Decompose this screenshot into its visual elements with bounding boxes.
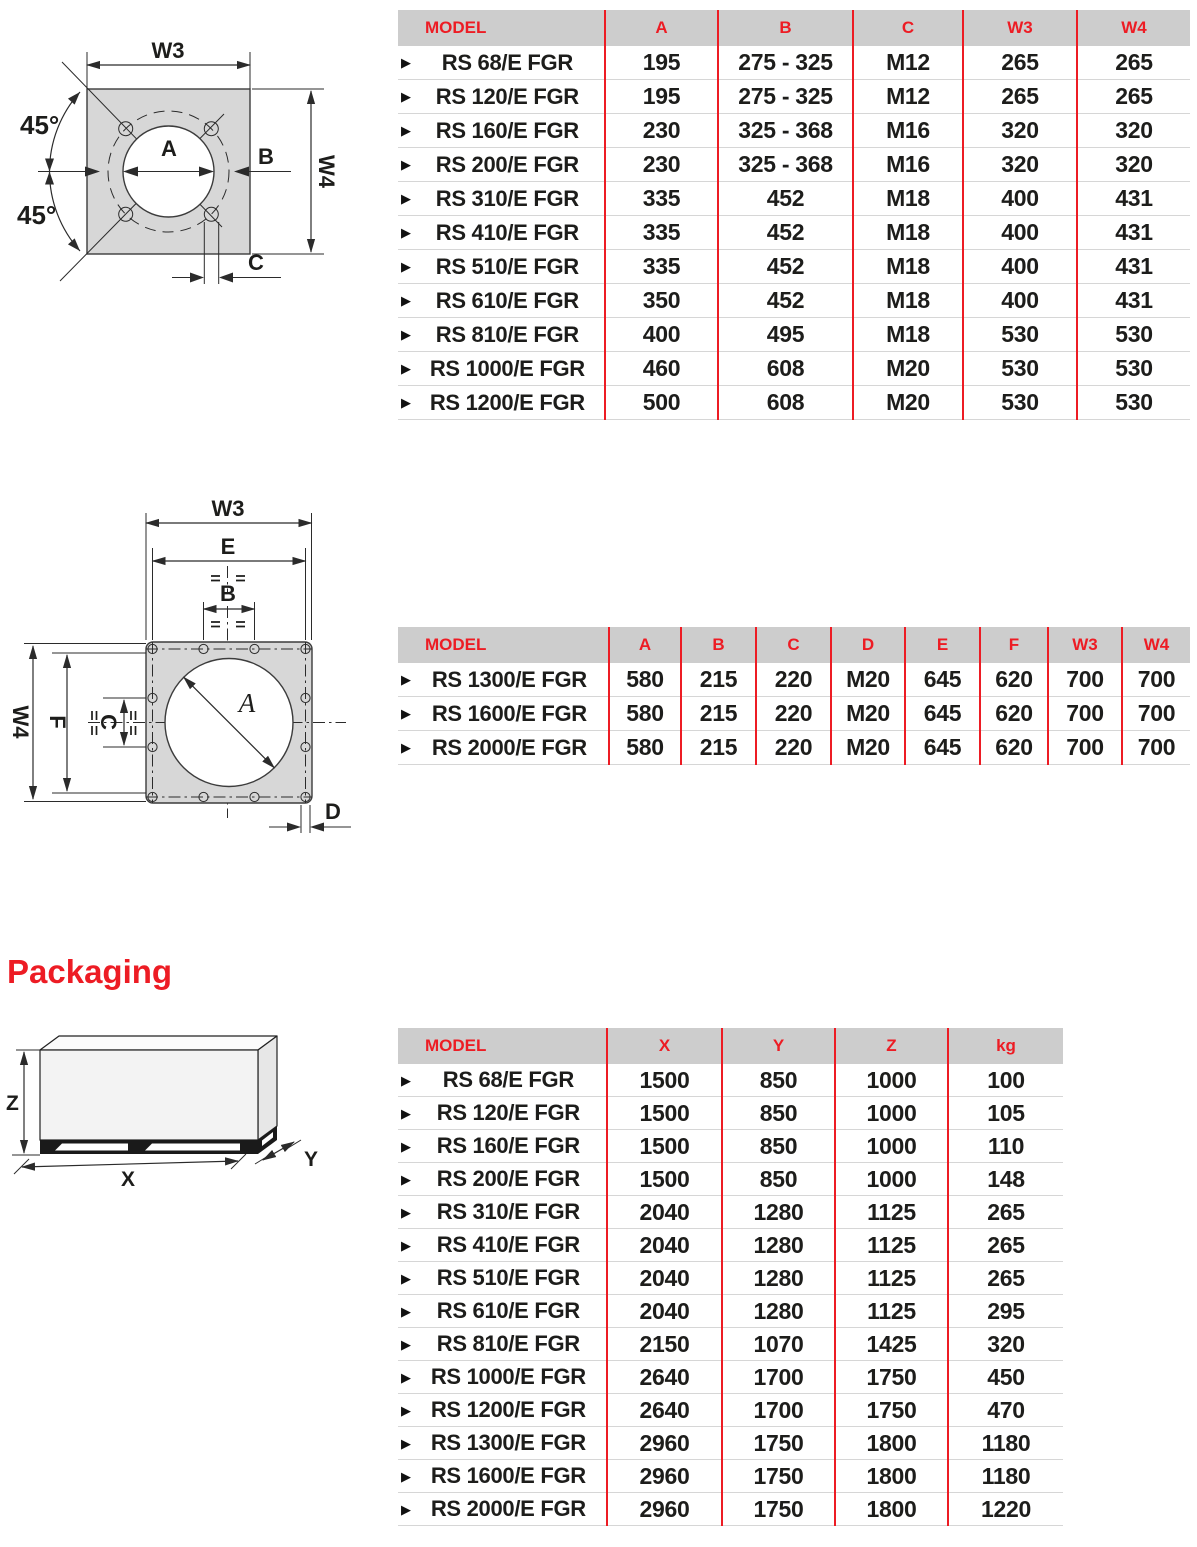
value-cell: 320 — [963, 114, 1077, 148]
model-name: RS 1200/E FGR — [429, 389, 585, 415]
value-cell: 230 — [605, 148, 718, 182]
table-row — [398, 1163, 1063, 1196]
model-name: RS 1000/E FGR — [429, 355, 585, 381]
value-cell: 2960 — [607, 1460, 722, 1493]
table-row — [398, 46, 1190, 80]
model-cell — [398, 1328, 607, 1361]
dim-label-w3: W3 — [211, 496, 245, 521]
value-cell: 431 — [1077, 250, 1190, 284]
column-header-b: B — [718, 10, 853, 46]
value-cell: 850 — [722, 1097, 835, 1130]
model-name: RS 1600/E FGR — [431, 700, 587, 726]
value-cell: 500 — [605, 386, 718, 420]
model-name: RS 810/E FGR — [435, 321, 579, 347]
dim-label-b: B — [220, 581, 236, 606]
model-name: RS 200/E FGR — [436, 1166, 580, 1191]
table-row — [398, 148, 1190, 182]
model-cell — [398, 1163, 607, 1196]
value-cell: M20 — [853, 352, 963, 386]
value-cell: 220 — [756, 697, 831, 731]
row-marker-icon: ▶ — [401, 740, 411, 755]
value-cell: 1000 — [835, 1097, 948, 1130]
table-row — [398, 1064, 1063, 1097]
value-cell: 645 — [905, 663, 980, 697]
value-cell: 320 — [948, 1328, 1063, 1361]
value-cell: 431 — [1077, 216, 1190, 250]
value-cell: 325 - 368 — [718, 148, 853, 182]
value-cell: 700 — [1048, 697, 1122, 731]
value-cell: M20 — [853, 386, 963, 420]
dim-label-b: B — [258, 144, 274, 169]
value-cell: 215 — [681, 697, 756, 731]
column-header-w4: W4 — [1122, 627, 1190, 663]
table-row — [398, 318, 1190, 352]
value-cell: 1125 — [835, 1295, 948, 1328]
value-cell: 1125 — [835, 1229, 948, 1262]
column-header-d: D — [831, 627, 905, 663]
packaging-box — [40, 1036, 277, 1140]
value-cell: 220 — [756, 663, 831, 697]
value-cell: 470 — [948, 1394, 1063, 1427]
value-cell: 195 — [605, 46, 718, 80]
row-marker-icon: ▶ — [401, 157, 411, 172]
model-name: RS 1000/E FGR — [430, 1364, 586, 1389]
row-marker-icon: ▶ — [401, 191, 411, 206]
column-header-c: C — [756, 627, 831, 663]
value-cell: 700 — [1122, 663, 1190, 697]
dim-label-f: F — [45, 715, 70, 729]
value-cell: 1500 — [607, 1064, 722, 1097]
value-cell: 608 — [718, 386, 853, 420]
flange-plate-group — [88, 642, 346, 803]
dim-label-w3: W3 — [151, 38, 185, 63]
table-row — [398, 114, 1190, 148]
value-cell: 265 — [963, 80, 1077, 114]
value-cell: 620 — [980, 697, 1048, 731]
value-cell: 265 — [948, 1262, 1063, 1295]
table-row — [398, 1460, 1063, 1493]
model-cell — [398, 1394, 607, 1427]
model-name: RS 200/E FGR — [435, 151, 579, 177]
value-cell: 2640 — [607, 1361, 722, 1394]
row-marker-icon: ▶ — [401, 1435, 411, 1451]
value-cell: 620 — [980, 731, 1048, 765]
value-cell: 700 — [1122, 697, 1190, 731]
angle-label-lower: 45° — [17, 200, 57, 230]
value-cell: 265 — [1077, 46, 1190, 80]
model-name: RS 1200/E FGR — [430, 1397, 586, 1422]
value-cell: 1500 — [607, 1163, 722, 1196]
value-cell: 530 — [963, 352, 1077, 386]
model-name: RS 1300/E FGR — [430, 1430, 586, 1455]
value-cell: 220 — [756, 731, 831, 765]
model-cell — [398, 80, 605, 114]
value-cell: M18 — [853, 318, 963, 352]
column-header-a: A — [605, 10, 718, 46]
value-cell: 700 — [1048, 663, 1122, 697]
value-cell: 1000 — [835, 1064, 948, 1097]
dim-label-a: A — [238, 688, 256, 718]
model-name: RS 510/E FGR — [435, 253, 579, 279]
value-cell: 1280 — [722, 1229, 835, 1262]
model-cell — [398, 284, 605, 318]
value-cell: 530 — [1077, 318, 1190, 352]
dim-label-c: C — [96, 714, 121, 730]
table-row — [398, 182, 1190, 216]
value-cell: 215 — [681, 663, 756, 697]
column-header-b: B — [681, 627, 756, 663]
model-cell — [398, 663, 609, 697]
model-cell — [398, 1130, 607, 1163]
value-cell: 265 — [1077, 80, 1190, 114]
model-cell — [398, 1064, 607, 1097]
dim-label-w4: W4 — [314, 155, 339, 188]
value-cell: 275 - 325 — [718, 46, 853, 80]
row-marker-icon: ▶ — [401, 1369, 411, 1385]
value-cell: 275 - 325 — [718, 80, 853, 114]
model-cell — [398, 216, 605, 250]
row-marker-icon: ▶ — [401, 1138, 411, 1154]
table-row — [398, 1097, 1063, 1130]
value-cell: 195 — [605, 80, 718, 114]
row-marker-icon: ▶ — [401, 1270, 411, 1286]
model-name: RS 310/E FGR — [436, 1199, 580, 1224]
model-cell — [398, 1295, 607, 1328]
value-cell: M20 — [831, 663, 905, 697]
value-cell: 1000 — [835, 1130, 948, 1163]
model-name: RS 410/E FGR — [436, 1232, 580, 1257]
column-header-z: Z — [835, 1028, 948, 1064]
row-marker-icon: ▶ — [401, 55, 411, 70]
model-cell — [398, 1097, 607, 1130]
value-cell: M18 — [853, 284, 963, 318]
model-name: RS 2000/E FGR — [430, 1496, 586, 1521]
value-cell: 295 — [948, 1295, 1063, 1328]
table-row — [398, 1262, 1063, 1295]
value-cell: 1800 — [835, 1427, 948, 1460]
value-cell: 452 — [718, 182, 853, 216]
model-cell — [398, 318, 605, 352]
dim-label-d: D — [325, 799, 341, 824]
model-cell — [398, 352, 605, 386]
row-marker-icon: ▶ — [401, 706, 411, 721]
value-cell: 335 — [605, 216, 718, 250]
model-name: RS 120/E FGR — [435, 83, 579, 109]
flange-dimensions-table — [398, 10, 1190, 420]
model-cell — [398, 114, 605, 148]
value-cell: 400 — [963, 250, 1077, 284]
value-cell: 1070 — [722, 1328, 835, 1361]
value-cell: 1000 — [835, 1163, 948, 1196]
column-header-model: MODEL — [398, 627, 609, 663]
value-cell: 2640 — [607, 1394, 722, 1427]
model-cell — [398, 1361, 607, 1394]
value-cell: 530 — [1077, 386, 1190, 420]
model-cell — [398, 148, 605, 182]
value-cell: 1180 — [948, 1427, 1063, 1460]
value-cell: 1125 — [835, 1262, 948, 1295]
value-cell: 215 — [681, 731, 756, 765]
table-row — [398, 697, 1190, 731]
value-cell: 850 — [722, 1130, 835, 1163]
value-cell: 645 — [905, 697, 980, 731]
model-name: RS 610/E FGR — [436, 1298, 580, 1323]
value-cell: 1180 — [948, 1460, 1063, 1493]
table-row — [398, 663, 1190, 697]
value-cell: 460 — [605, 352, 718, 386]
column-header-a: A — [609, 627, 681, 663]
table-row — [398, 352, 1190, 386]
dim-label-w4: W4 — [8, 705, 33, 739]
dim-label-y: Y — [304, 1148, 319, 1171]
row-marker-icon: ▶ — [401, 1468, 411, 1484]
value-cell: 320 — [1077, 114, 1190, 148]
value-cell: 1500 — [607, 1097, 722, 1130]
table-row — [398, 1196, 1063, 1229]
value-cell: 320 — [963, 148, 1077, 182]
row-marker-icon: ▶ — [401, 1501, 411, 1517]
value-cell: 400 — [963, 284, 1077, 318]
value-cell: 495 — [718, 318, 853, 352]
value-cell: 1220 — [948, 1493, 1063, 1526]
table-row — [398, 1493, 1063, 1526]
value-cell: 1500 — [607, 1130, 722, 1163]
table-row — [398, 80, 1190, 114]
value-cell: 100 — [948, 1064, 1063, 1097]
table-row — [398, 386, 1190, 420]
value-cell: 400 — [963, 216, 1077, 250]
row-marker-icon: ▶ — [401, 327, 411, 342]
row-marker-icon: ▶ — [401, 225, 411, 240]
value-cell: 1700 — [722, 1361, 835, 1394]
row-marker-icon: ▶ — [401, 293, 411, 308]
value-cell: 850 — [722, 1064, 835, 1097]
model-name: RS 68/E FGR — [442, 1067, 574, 1092]
row-marker-icon: ▶ — [401, 123, 411, 138]
dim-label-c: C — [248, 250, 264, 275]
row-marker-icon: ▶ — [401, 1336, 411, 1352]
value-cell: 580 — [609, 697, 681, 731]
table-row — [398, 1394, 1063, 1427]
value-cell: 2040 — [607, 1229, 722, 1262]
model-cell — [398, 250, 605, 284]
value-cell: 1750 — [722, 1460, 835, 1493]
value-cell: 2960 — [607, 1493, 722, 1526]
model-cell — [398, 731, 609, 765]
angle-label-upper: 45° — [20, 110, 60, 140]
value-cell: 431 — [1077, 182, 1190, 216]
model-name: RS 1300/E FGR — [431, 666, 587, 692]
row-marker-icon: ▶ — [401, 1072, 411, 1088]
value-cell: 1800 — [835, 1460, 948, 1493]
dim-label-e: E — [220, 534, 236, 559]
model-name: RS 310/E FGR — [435, 185, 579, 211]
value-cell: 608 — [718, 352, 853, 386]
table-row — [398, 1427, 1063, 1460]
value-cell: 1280 — [722, 1262, 835, 1295]
value-cell: 400 — [605, 318, 718, 352]
model-name: RS 160/E FGR — [436, 1133, 580, 1158]
model-cell — [398, 1196, 607, 1229]
model-cell — [398, 697, 609, 731]
model-name: RS 810/E FGR — [436, 1331, 580, 1356]
value-cell: 700 — [1048, 731, 1122, 765]
model-cell — [398, 1427, 607, 1460]
column-header-x: X — [607, 1028, 722, 1064]
value-cell: 1750 — [722, 1493, 835, 1526]
model-name: RS 1600/E FGR — [430, 1463, 586, 1488]
model-cell — [398, 1460, 607, 1493]
packaging-heading: Packaging — [7, 953, 173, 990]
value-cell: 620 — [980, 663, 1048, 697]
value-cell: M16 — [853, 114, 963, 148]
model-cell — [398, 1262, 607, 1295]
value-cell: 148 — [948, 1163, 1063, 1196]
column-header-model: MODEL — [398, 10, 605, 46]
value-cell: 431 — [1077, 284, 1190, 318]
column-header-e: E — [905, 627, 980, 663]
table-row — [398, 1229, 1063, 1262]
value-cell: 1750 — [722, 1427, 835, 1460]
value-cell: 105 — [948, 1097, 1063, 1130]
model-cell — [398, 1229, 607, 1262]
value-cell: 1700 — [722, 1394, 835, 1427]
column-header-model: MODEL — [398, 1028, 607, 1064]
model-name: RS 410/E FGR — [435, 219, 579, 245]
column-header-f: F — [980, 627, 1048, 663]
value-cell: 580 — [609, 731, 681, 765]
table-row — [398, 250, 1190, 284]
row-marker-icon: ▶ — [401, 1237, 411, 1253]
row-marker-icon: ▶ — [401, 259, 411, 274]
flange-dimensions-table-large — [398, 627, 1190, 765]
model-cell — [398, 386, 605, 420]
value-cell: 530 — [963, 318, 1077, 352]
value-cell: M16 — [853, 148, 963, 182]
model-cell — [398, 182, 605, 216]
table-row — [398, 1328, 1063, 1361]
value-cell: 2040 — [607, 1295, 722, 1328]
dim-label-z: Z — [6, 1092, 19, 1115]
value-cell: 2040 — [607, 1262, 722, 1295]
row-marker-icon: ▶ — [401, 1303, 411, 1319]
row-marker-icon: ▶ — [401, 1204, 411, 1220]
row-marker-icon: ▶ — [401, 1171, 411, 1187]
model-name: RS 68/E FGR — [441, 49, 573, 75]
value-cell: 1750 — [835, 1361, 948, 1394]
table-row — [398, 284, 1190, 318]
value-cell: 645 — [905, 731, 980, 765]
value-cell: 1425 — [835, 1328, 948, 1361]
value-cell: 1800 — [835, 1493, 948, 1526]
value-cell: 1280 — [722, 1295, 835, 1328]
value-cell: 580 — [609, 663, 681, 697]
dim-label-a: A — [161, 136, 177, 161]
value-cell: 530 — [963, 386, 1077, 420]
dim-label-x: X — [120, 1168, 136, 1191]
value-cell: 320 — [1077, 148, 1190, 182]
column-header-y: Y — [722, 1028, 835, 1064]
value-cell: M20 — [831, 697, 905, 731]
value-cell: 2150 — [607, 1328, 722, 1361]
table-row — [398, 216, 1190, 250]
column-header-c: C — [853, 10, 963, 46]
column-header-w4: W4 — [1077, 10, 1190, 46]
value-cell: M12 — [853, 46, 963, 80]
packaging-box-diagram — [0, 1012, 352, 1192]
column-header-w3: W3 — [1048, 627, 1122, 663]
value-cell: M18 — [853, 250, 963, 284]
flange-front-diagram-large — [0, 495, 396, 855]
value-cell: 452 — [718, 216, 853, 250]
value-cell: 265 — [948, 1229, 1063, 1262]
value-cell: 700 — [1122, 731, 1190, 765]
table-row — [398, 1295, 1063, 1328]
value-cell: 325 - 368 — [718, 114, 853, 148]
value-cell: 452 — [718, 284, 853, 318]
value-cell: 530 — [1077, 352, 1190, 386]
model-name: RS 120/E FGR — [436, 1100, 580, 1125]
value-cell: M20 — [831, 731, 905, 765]
value-cell: M18 — [853, 216, 963, 250]
row-marker-icon: ▶ — [401, 395, 411, 410]
value-cell: 2040 — [607, 1196, 722, 1229]
row-marker-icon: ▶ — [401, 361, 411, 376]
value-cell: 350 — [605, 284, 718, 318]
column-header-w3: W3 — [963, 10, 1077, 46]
table-row — [398, 1130, 1063, 1163]
value-cell: 450 — [948, 1361, 1063, 1394]
table-row — [398, 1361, 1063, 1394]
model-cell — [398, 46, 605, 80]
value-cell: 1280 — [722, 1196, 835, 1229]
packaging-table — [398, 1028, 1063, 1526]
model-name: RS 2000/E FGR — [431, 734, 587, 760]
model-cell — [398, 1493, 607, 1526]
value-cell: 1750 — [835, 1394, 948, 1427]
column-header-kg: kg — [948, 1028, 1063, 1064]
value-cell: 400 — [963, 182, 1077, 216]
model-name: RS 610/E FGR — [435, 287, 579, 313]
value-cell: 452 — [718, 250, 853, 284]
value-cell: M18 — [853, 182, 963, 216]
row-marker-icon: ▶ — [401, 672, 411, 687]
flange-front-diagram — [0, 0, 396, 305]
value-cell: 1125 — [835, 1196, 948, 1229]
table-row — [398, 731, 1190, 765]
value-cell: 850 — [722, 1163, 835, 1196]
value-cell: 2960 — [607, 1427, 722, 1460]
value-cell: 335 — [605, 182, 718, 216]
model-name: RS 510/E FGR — [436, 1265, 580, 1290]
row-marker-icon: ▶ — [401, 1402, 411, 1418]
value-cell: 265 — [948, 1196, 1063, 1229]
model-name: RS 160/E FGR — [435, 117, 579, 143]
value-cell: M12 — [853, 80, 963, 114]
value-cell: 335 — [605, 250, 718, 284]
value-cell: 110 — [948, 1130, 1063, 1163]
row-marker-icon: ▶ — [401, 89, 411, 104]
row-marker-icon: ▶ — [401, 1105, 411, 1121]
value-cell: 230 — [605, 114, 718, 148]
value-cell: 265 — [963, 46, 1077, 80]
